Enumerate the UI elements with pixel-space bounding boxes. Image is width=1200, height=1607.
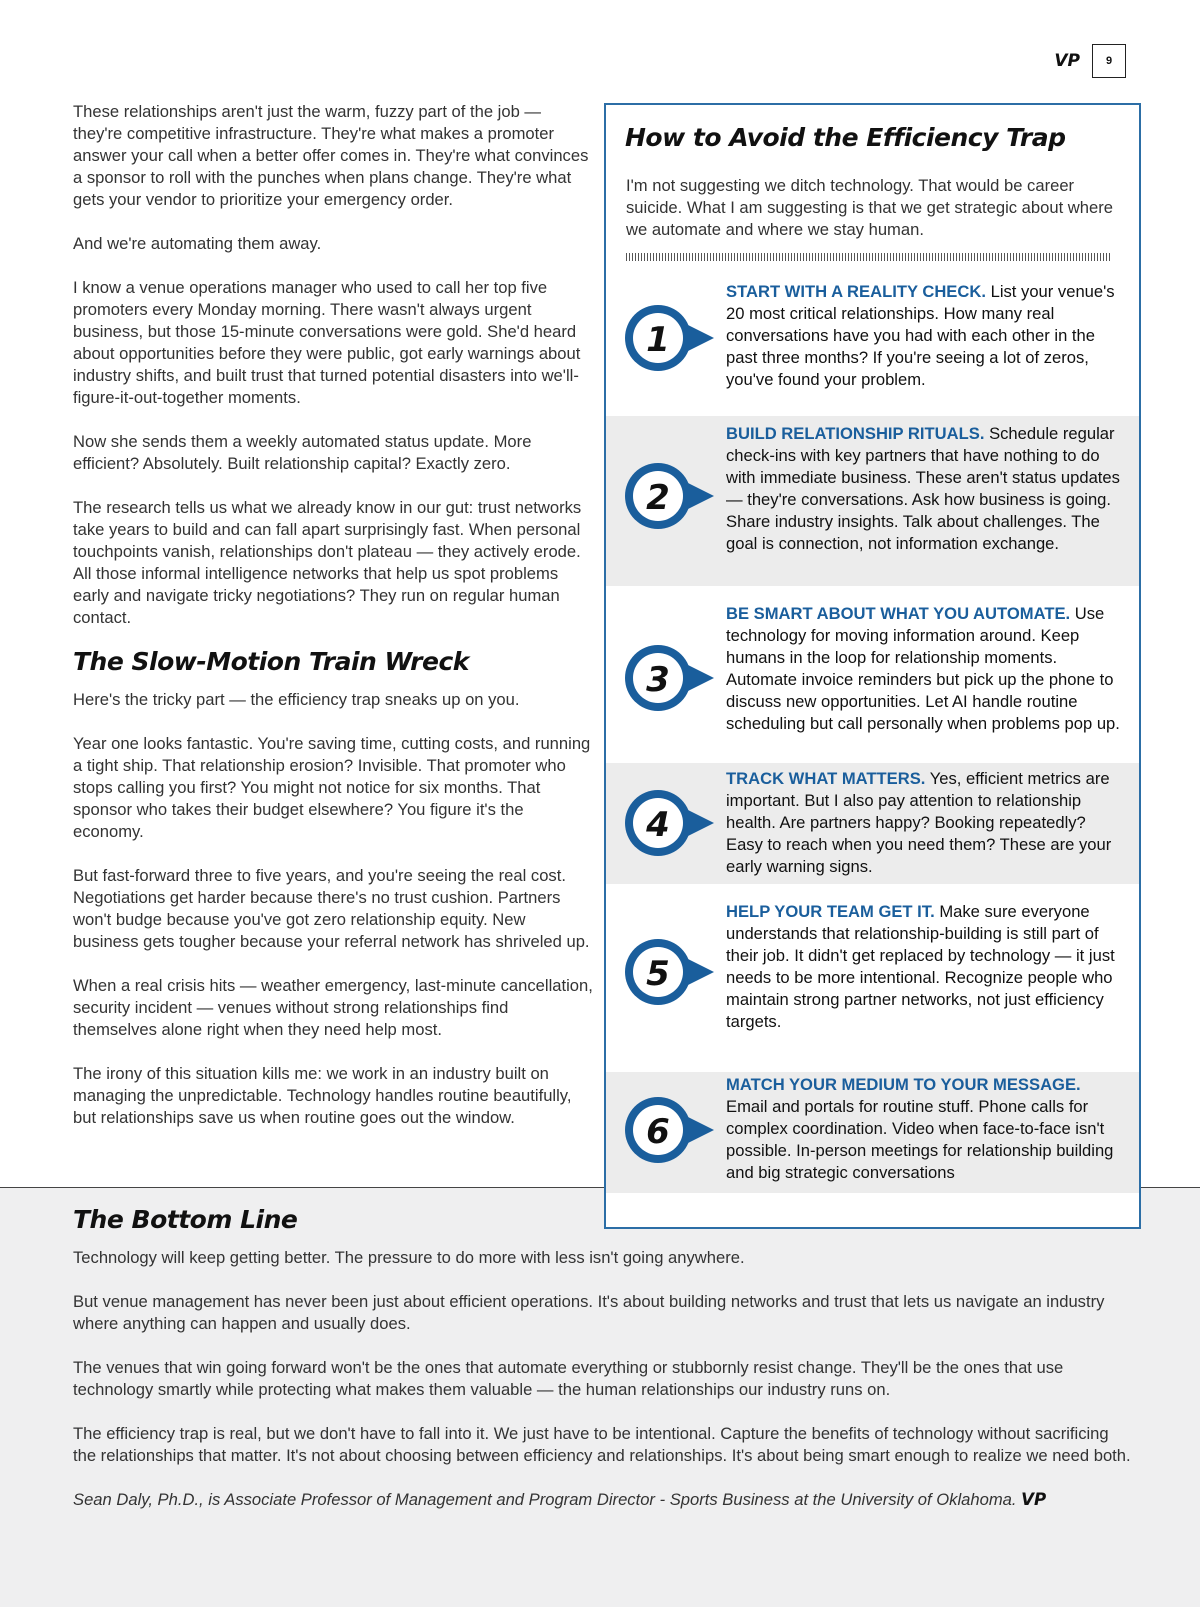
numbered-circle-arrow-icon xyxy=(620,1090,720,1170)
step-item-2 xyxy=(606,416,1139,586)
numbered-circle-arrow-icon xyxy=(620,783,720,863)
step-body: Make sure everyone understands that relationship-building is still part of their job. It didn't get replaced by technology — it just needs to be more intentional. Recognize people who maintain strong partner networks, not just efficiency targets. xyxy=(726,902,1115,1031)
body-paragraph: Now she sends them a weekly automated status update. More efficient? Absolutely. Built relationship capital? Exactly zero. xyxy=(73,432,532,473)
step-title: START WITH A REALITY CHECK. xyxy=(726,282,986,301)
step-title: HELP YOUR TEAM GET IT. xyxy=(726,902,935,921)
step-description xyxy=(726,1074,1126,1184)
numbered-circle-arrow-icon xyxy=(620,932,720,1012)
left-column xyxy=(73,101,593,1151)
step-item-3 xyxy=(606,586,1139,763)
step-description xyxy=(726,423,1126,555)
step-body: Use technology for moving information around. Keep humans in the loop for relationship moments. Automate invoice reminders but pick up the phone to discuss new opportunities. Let AI handle routine scheduling but call personally when problems pop up. xyxy=(726,604,1120,733)
step-description xyxy=(726,603,1126,735)
step-title: TRACK WHAT MATTERS. xyxy=(726,769,926,788)
numbered-circle-arrow-icon xyxy=(620,638,720,718)
bottom-line-section xyxy=(0,1187,1200,1607)
step-body: Yes, efficient metrics are important. But I also pay attention to relationship health. Are partners happy? Booking repeatedly? Easy to reach when you need them? These are your early warning signs. xyxy=(726,769,1112,876)
body-paragraph: The irony of this situation kills me: we work in an industry built on managing the unpredictable. Technology handles routine beautifully, but relationships save us when routine goes out the window. xyxy=(73,1064,572,1127)
byline-text: Sean Daly, Ph.D., is Associate Professor of Management and Program Director - Sports Business at the University of Oklahoma. xyxy=(73,1490,1017,1509)
page-number: 9 xyxy=(1092,44,1126,78)
step-description xyxy=(726,768,1126,878)
step-title: BE SMART ABOUT WHAT YOU AUTOMATE. xyxy=(726,604,1071,623)
section-heading: The Slow-Motion Train Wreck xyxy=(73,647,469,676)
dotted-divider xyxy=(626,253,1111,261)
step-number: 4 xyxy=(646,805,670,845)
step-item-4 xyxy=(606,763,1139,884)
step-body: List your venue's 20 most critical relationships. How many real conversations have you had with each other in the past three months? If you're seeing a lot of zeros, you've found your problem. xyxy=(726,282,1115,389)
step-item-1 xyxy=(606,270,1139,416)
step-number: 3 xyxy=(646,660,670,700)
body-paragraph: These relationships aren't just the warm, fuzzy part of the job — they're competitive infrastructure. They're what makes a promoter answer your call when a better offer comes in. They're what convinces a sponsor to roll with the punches when plans change. They're what gets your vendor to prioritize your emergency order. xyxy=(73,102,589,209)
numbered-circle-arrow-icon xyxy=(620,298,720,378)
step-description xyxy=(726,281,1126,391)
byline-vp-mark: VP xyxy=(1021,1490,1047,1509)
body-paragraph: But venue management has never been just about efficient operations. It's about building networks and trust that lets us navigate an industry where anything can happen and usually does. xyxy=(73,1292,1105,1333)
numbered-circle-arrow-icon xyxy=(620,456,720,536)
step-number: 1 xyxy=(646,320,670,360)
body-paragraph: Here's the tricky part — the efficiency trap sneaks up on you. xyxy=(73,690,520,709)
step-item-6 xyxy=(606,1072,1139,1193)
step-number: 6 xyxy=(646,1112,670,1152)
sidebar-intro: I'm not suggesting we ditch technology. That would be career suicide. What I am suggesting is that we get strategic about where we automate and where we stay human. xyxy=(626,176,1114,239)
step-description xyxy=(726,901,1126,1033)
vp-logo: VP xyxy=(1054,51,1080,71)
step-item-5 xyxy=(606,884,1139,1050)
sidebar-title: How to Avoid the Efficiency Trap xyxy=(625,123,1066,152)
body-paragraph: And we're automating them away. xyxy=(73,234,322,253)
step-number: 5 xyxy=(646,954,670,994)
step-body: Email and portals for routine stuff. Phone calls for complex coordination. Video when face-to-face isn't possible. In-person meetings for relationship building and big strategic conversations xyxy=(726,1097,1114,1182)
page-header xyxy=(1054,44,1126,78)
step-title: BUILD RELATIONSHIP RITUALS. xyxy=(726,424,985,443)
body-paragraph: When a real crisis hits — weather emergency, last-minute cancellation, security incident — venues without strong relationships find themselves alone right when they need help most. xyxy=(73,976,593,1039)
author-byline xyxy=(73,1489,1133,1511)
section-heading: The Bottom Line xyxy=(73,1205,298,1234)
body-paragraph: The efficiency trap is real, but we don't have to fall into it. We just have to be intentional. Capture the benefits of technology without sacrificing the relationships that matter. It's not about choosing between efficiency and relationships. It's about being smart enough to realize we need both. xyxy=(73,1424,1131,1465)
body-paragraph: I know a venue operations manager who used to call her top five promoters every Monday morning. There wasn't always urgent business, but those 15-minute conversations were gold. She'd heard about opportunities before they were public, got early warnings about industry shifts, and built trust that turned potential disasters into we'll-figure-it-out-together moments. xyxy=(73,278,581,407)
body-paragraph: The research tells us what we already know in our gut: trust networks take years to build and can fall apart surprisingly fast. When personal touchpoints vanish, relationships don't plateau — they actively erode. All those informal intelligence networks that help us spot problems early and navigate tricky negotiations? They run on regular human contact. xyxy=(73,498,582,627)
step-body: Schedule regular check-ins with key partners that have nothing to do with immediate business. These aren't status updates — they're conversations. Ask how business is going. Share industry insights. Talk about challenges. The goal is connection, not information exchange. xyxy=(726,424,1120,553)
step-title: MATCH YOUR MEDIUM TO YOUR MESSAGE. xyxy=(726,1075,1081,1094)
sidebar-box xyxy=(604,103,1141,1229)
step-number: 2 xyxy=(646,478,670,518)
body-paragraph: The venues that win going forward won't be the ones that automate everything or stubbornly resist change. They'll be the ones that use technology smartly while protecting what makes them valuable — the human relationships our industry runs on. xyxy=(73,1358,1064,1399)
body-paragraph: But fast-forward three to five years, and you're seeing the real cost. Negotiations get harder because there's no trust cushion. Partners won't budge because you've got zero relationship equity. New business gets tougher because your referral network has shriveled up. xyxy=(73,866,590,951)
body-paragraph: Year one looks fantastic. You're saving time, cutting costs, and running a tight ship. That relationship erosion? Invisible. That promoter who stops calling you first? You might not notice for six months. That sponsor who takes their budget elsewhere? You figure it's the economy. xyxy=(73,734,591,841)
body-paragraph: Technology will keep getting better. The pressure to do more with less isn't going anywhere. xyxy=(73,1248,745,1267)
